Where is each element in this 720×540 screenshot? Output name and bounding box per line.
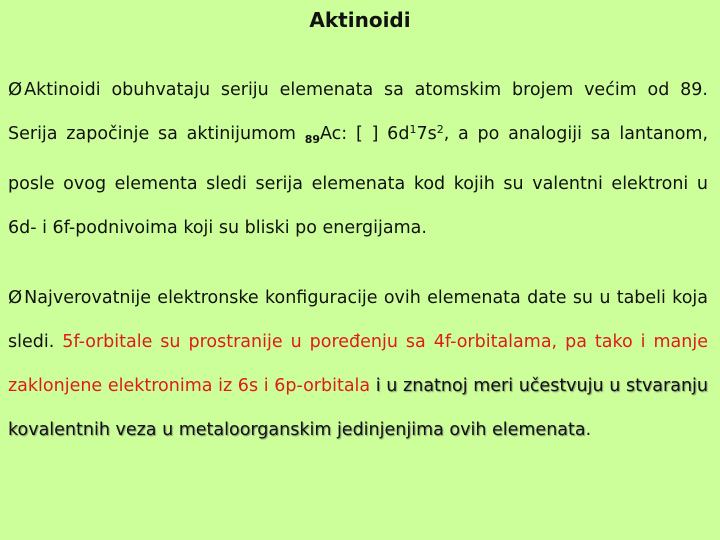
config-mid: 7s: [416, 124, 437, 144]
config-open: : [ ] 6d: [341, 124, 410, 144]
element-symbol: Ac: [320, 124, 342, 144]
paragraph-electron-configurations: [8, 276, 708, 452]
page-title: Aktinoidi: [309, 8, 411, 32]
bullet-arrow-icon: Ø: [8, 287, 23, 308]
bullet-arrow-icon: Ø: [8, 79, 23, 100]
p1-text-start: Aktinoidi obuhvataju seriju elemenata sa atomskim brojem većim od 89. Serija započinje sa aktinijumom: [8, 80, 708, 144]
p1-text-end: , a po analogiji sa lantanom, posle ovog elementa sledi serija elemenata kod kojih su valentni elektroni u 6d- i 6f-podnivoima koji su bliski po energijama.: [8, 124, 709, 238]
p2-text-end: .: [585, 420, 592, 440]
shadowed-text: i u znatnoj meri učestvuju u stvaranju kovalentnih veza u metaloorganskim jedinjenjima ovih elemenata: [8, 376, 708, 440]
atomic-number: 89: [304, 133, 320, 146]
paragraph-actinides-intro: [8, 68, 708, 250]
s-superscript: 2: [436, 123, 444, 136]
p2-text-start: Najverovatnije elektronske konfiguracije ovih elemenata date su u tabeli koja sledi.: [8, 288, 708, 352]
highlighted-text-red: 5f-orbitale su prostranije u poređenju sa 4f-orbitalama, pa tako i manje zaklonjene elektronima iz 6s i 6p-orbitala: [8, 332, 709, 396]
d-superscript: 1: [409, 123, 417, 136]
